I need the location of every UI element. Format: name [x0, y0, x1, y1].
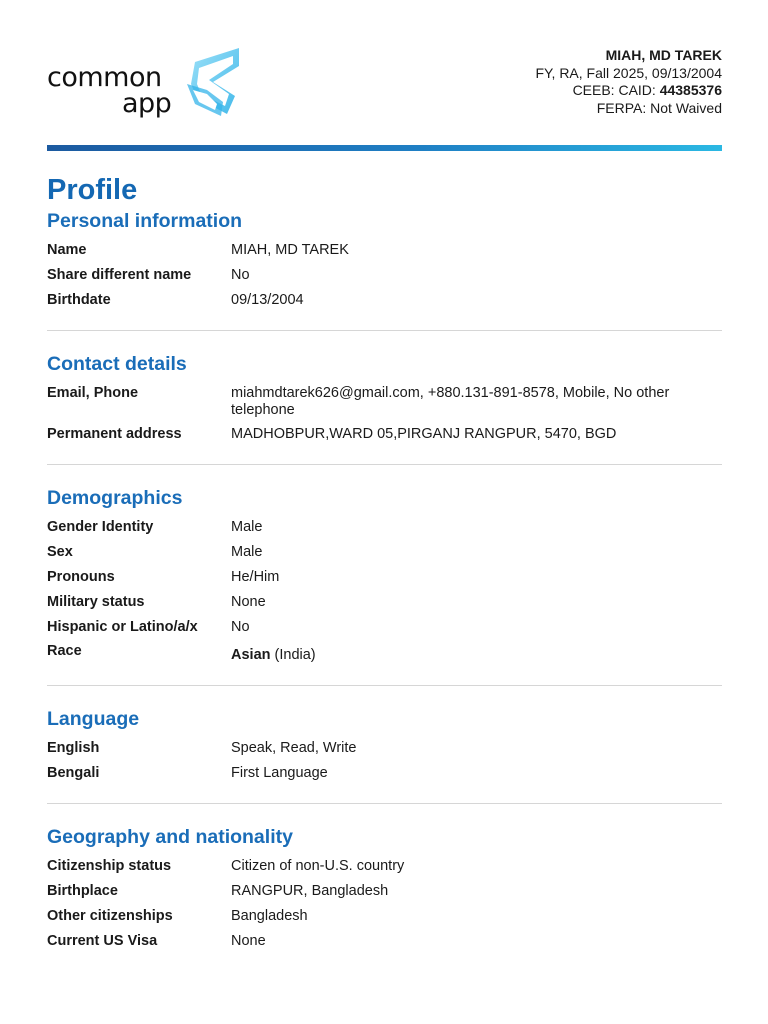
field-label: Bengali [47, 765, 100, 782]
field-value: He/Him [231, 568, 280, 585]
field-label: Gender Identity [47, 519, 154, 536]
field-value: Citizen of non-U.S. country [231, 858, 405, 875]
field-label: Sex [47, 544, 73, 561]
field-value: MIAH, MD TAREK [231, 242, 349, 258]
section-title: Demographics [47, 487, 183, 510]
field-row [47, 426, 722, 443]
field-row [47, 519, 722, 536]
field-value: RANGPUR, Bangladesh [231, 882, 389, 899]
field-value: MADHOBPUR,WARD 05,PIRGANJ RANGPUR, 5470, BGD [231, 426, 617, 443]
field-value: Male [231, 519, 263, 536]
field-label: Citizenship status [47, 858, 172, 875]
page-title: Profile [47, 174, 138, 206]
common-app-logo [47, 44, 247, 124]
field-label: Email, Phone [47, 384, 139, 401]
field-row [47, 242, 722, 259]
field-row [47, 385, 722, 419]
section-geography-nationality [47, 824, 722, 949]
field-label: Other citizenships [47, 907, 173, 924]
document-header [47, 40, 722, 130]
race-detail: (India) [270, 647, 316, 664]
caid-number: 44385376 [659, 82, 722, 98]
field-row [47, 267, 722, 284]
field-label: Pronouns [47, 568, 115, 585]
field-row [47, 594, 722, 611]
field-label: Permanent address [47, 426, 182, 443]
section-contact-details [47, 351, 722, 466]
section-title: Contact details [47, 352, 187, 375]
logo-word-common: common [47, 62, 162, 93]
field-value: Bangladesh [231, 907, 308, 924]
student-caid [535, 82, 722, 100]
field-value: Speak, Read, Write [231, 740, 357, 757]
section-divider [47, 803, 722, 804]
field-label: Current US Visa [47, 932, 158, 949]
field-value: miahmdtarek626@gmail.com, +880.131-891-8578, Mobile, No other telephone [231, 384, 670, 418]
field-value: No [231, 266, 250, 283]
field-row [47, 619, 722, 636]
section-title: Language [47, 708, 140, 731]
race-primary: Asian [231, 647, 271, 664]
section-language [47, 706, 722, 804]
field-value: No [231, 618, 250, 635]
profile-content [47, 172, 722, 957]
student-info [535, 47, 722, 117]
field-value [231, 643, 722, 664]
field-row [47, 883, 722, 900]
section-title: Geography and nationality [47, 826, 293, 849]
field-label: Race [47, 643, 82, 660]
field-label: Name [47, 242, 87, 258]
field-row [47, 292, 722, 309]
field-value: First Language [231, 765, 328, 782]
field-row [47, 765, 722, 782]
field-label: English [47, 740, 100, 757]
logo-word-app: app [122, 88, 172, 119]
student-name: MIAH, MD TAREK [605, 47, 722, 63]
section-demographics [47, 485, 722, 686]
field-label: Military status [47, 593, 145, 610]
field-label: Birthplace [47, 882, 118, 899]
student-term-line: FY, RA, Fall 2025, 09/13/2004 [535, 64, 722, 81]
field-label: Hispanic or Latino/a/x [47, 618, 198, 635]
section-divider [47, 685, 722, 686]
field-value: 09/13/2004 [231, 291, 304, 308]
field-row-race [47, 643, 722, 664]
header-rule [47, 145, 722, 151]
field-row [47, 569, 722, 586]
field-value: None [231, 593, 266, 610]
field-value: Male [231, 544, 263, 561]
field-value: None [231, 932, 266, 949]
field-row [47, 544, 722, 561]
field-row [47, 908, 722, 925]
student-ferpa: FERPA: Not Waived [596, 99, 722, 116]
common-app-mark-icon [177, 44, 243, 120]
field-row [47, 740, 722, 757]
field-label: Share different name [47, 266, 192, 283]
field-label: Birthdate [47, 291, 111, 308]
section-divider [47, 464, 722, 465]
caid-label: CEEB: CAID: [572, 82, 660, 98]
section-divider [47, 330, 722, 331]
field-row [47, 933, 722, 950]
field-row [47, 858, 722, 875]
section-personal-information [47, 208, 722, 331]
section-title: Personal information [47, 210, 243, 232]
